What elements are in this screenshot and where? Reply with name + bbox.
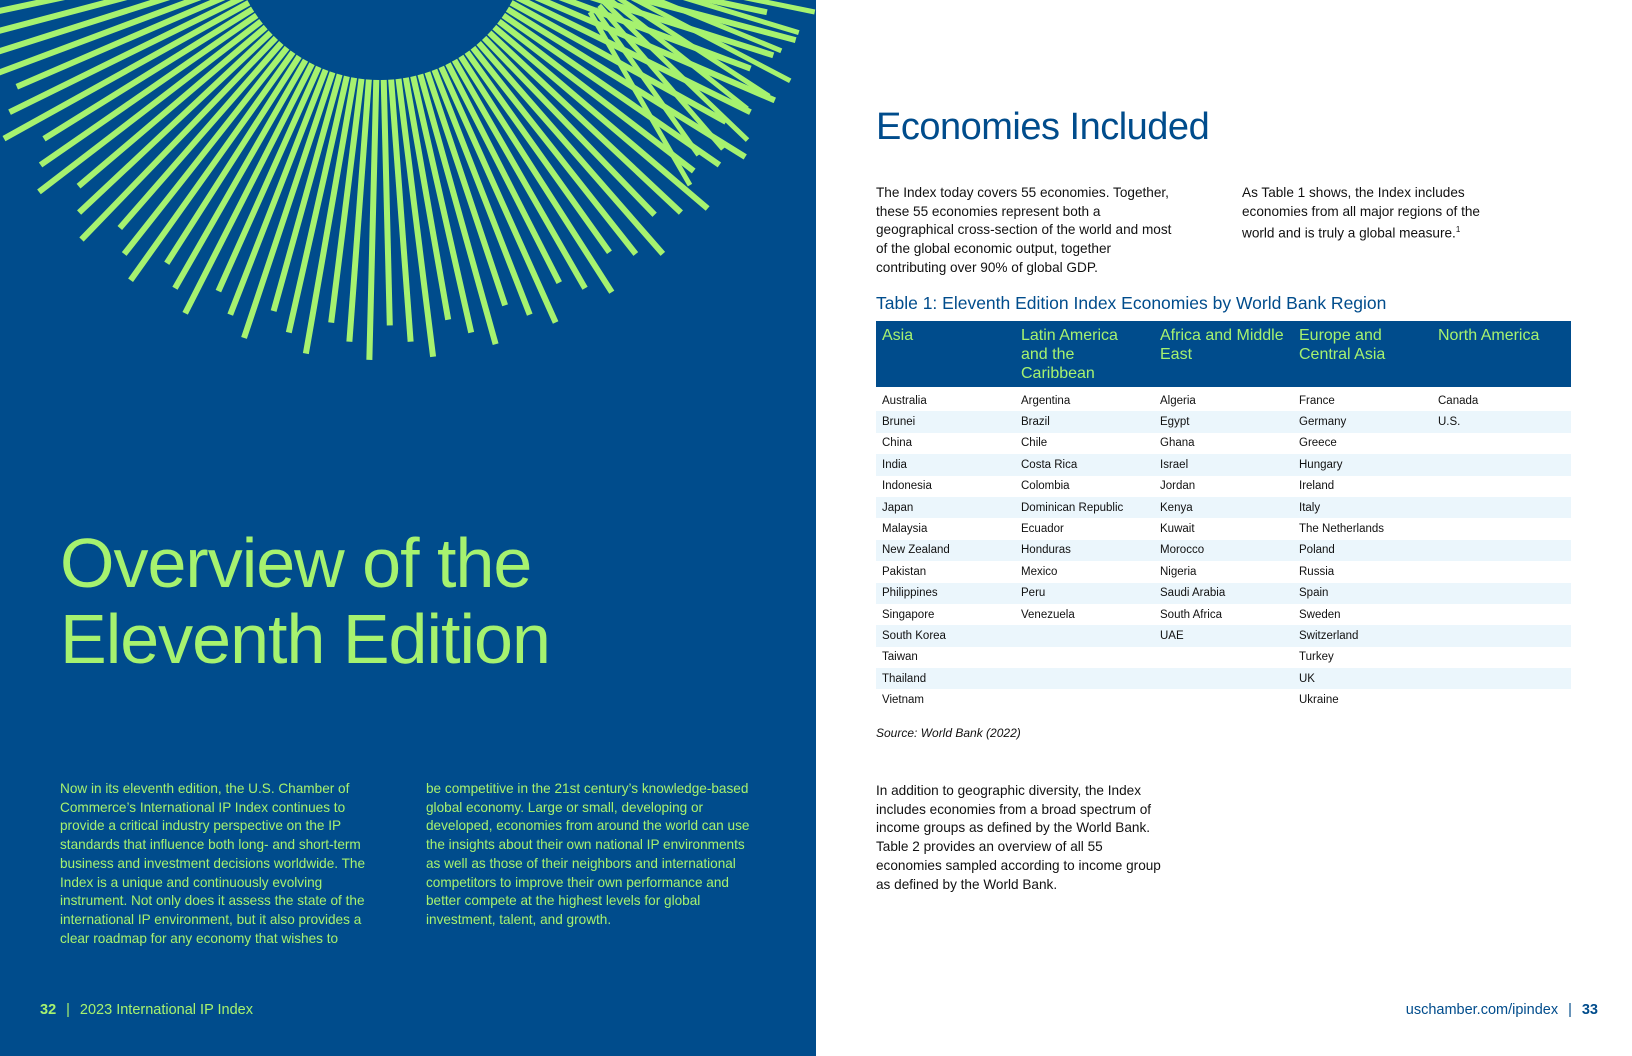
footer-url[interactable]: uschamber.com/ipindex (1405, 1002, 1559, 1018)
table-cell: Australia (882, 394, 927, 407)
table-cell (1432, 668, 1571, 689)
table-cell: Nigeria (1160, 565, 1197, 578)
ray-line (274, 74, 340, 311)
table-row (876, 518, 1571, 539)
column-header: Africa and Middle East (1154, 321, 1293, 387)
table-cell: Dominican Republic (1015, 497, 1154, 518)
table-cell: Colombia (1021, 480, 1070, 493)
table-cell: Canada (1438, 394, 1479, 407)
table-row (876, 561, 1571, 582)
ray-line (384, 80, 390, 326)
table-cell: Israel (1154, 454, 1293, 475)
table-cell: Indonesia (882, 480, 932, 493)
table-cell: Greece (1299, 437, 1337, 450)
table-cell: Honduras (1015, 540, 1154, 561)
table-cell (1154, 689, 1293, 710)
intro-text-1: The Index today covers 55 economies. Together, these 55 economies represent both a geographical cross-section of the world and most of the global economic output, together contributing over 90% of global GDP. (876, 185, 1172, 275)
table-cell (1432, 540, 1571, 561)
table-row (876, 411, 1571, 432)
table-cell (1432, 689, 1571, 710)
table-cell: Jordan (1160, 480, 1196, 493)
table-row (876, 625, 1571, 646)
table-cell (1432, 604, 1571, 625)
table-caption: Table 1: Eleventh Edition Index Economies by World Bank Region (876, 293, 1387, 313)
table-cell (1015, 647, 1154, 668)
table-cell: Malaysia (882, 523, 928, 536)
table-cell (1432, 433, 1571, 454)
table-cell: Philippines (876, 583, 1015, 604)
title-line-1: Overview of the (60, 524, 532, 602)
table-cell: Pakistan (882, 565, 927, 578)
table-source: Source: World Bank (2022) (876, 726, 1021, 740)
footer-separator: | (1568, 1002, 1572, 1018)
table-cell: Turkey (1299, 651, 1334, 664)
table-cell (1432, 561, 1571, 582)
table-cell: Germany (1293, 411, 1432, 432)
table-cell: China (882, 437, 913, 450)
body-column-2 (426, 780, 756, 930)
table-header-row (876, 321, 1571, 387)
table-body (876, 387, 1571, 711)
table-row (876, 476, 1571, 497)
table-cell: Ukraine (1299, 694, 1339, 707)
table-row (876, 583, 1571, 604)
table-cell: Brazil (1015, 411, 1154, 432)
economies-table (876, 321, 1571, 711)
table-cell (1432, 454, 1571, 475)
section-title (60, 525, 550, 677)
column-header: Latin America and the Caribbean (1015, 321, 1154, 387)
column-header: Asia (876, 321, 1015, 387)
sunburst-graphic (0, 0, 816, 360)
table-row (876, 387, 1571, 411)
table-cell: Argentina (1021, 394, 1071, 407)
table-cell (1432, 476, 1571, 497)
table-cell: Algeria (1160, 394, 1196, 407)
page-number: 33 (1581, 1002, 1598, 1018)
intro-text-2: As Table 1 shows, the Index includes economies from all major regions of the world and is truly a global measure. (1242, 185, 1480, 241)
table-cell: Venezuela (1021, 608, 1075, 621)
table-cell: Vietnam (882, 694, 924, 707)
table-cell: Taiwan (882, 651, 918, 664)
table-cell: New Zealand (876, 540, 1015, 561)
table-row (876, 689, 1571, 710)
table-cell: Thailand (876, 668, 1015, 689)
table-row (876, 647, 1571, 668)
table-cell: U.S. (1432, 411, 1571, 432)
page-title: Economies Included (876, 106, 1210, 148)
intro-column-2 (1242, 184, 1512, 244)
table-row (876, 497, 1571, 518)
page-number: 32 (40, 1002, 57, 1018)
table-cell: The Netherlands (1299, 523, 1385, 536)
table-cell: Costa Rica (1015, 454, 1154, 475)
title-line-2: Eleventh Edition (60, 600, 550, 678)
table-cell: Switzerland (1293, 625, 1432, 646)
table-cell: Russia (1299, 565, 1335, 578)
table-cell (1015, 689, 1154, 710)
table-cell: South Korea (876, 625, 1015, 646)
table-cell (1432, 497, 1571, 518)
closing-paragraph: In addition to geographic diversity, the Index includes economies from a broad spectrum of income groups as defined by the World Bank. Table 2 provides an overview of all 55 economies sampled according to income group as defined by the World Bank. (876, 783, 1161, 892)
table-row (876, 540, 1571, 561)
table-cell: France (1299, 394, 1335, 407)
table-cell: Peru (1015, 583, 1154, 604)
column-header: North America (1432, 321, 1571, 387)
table-cell: Ireland (1299, 480, 1335, 493)
table-cell: Poland (1293, 540, 1432, 561)
table-cell (1432, 518, 1571, 539)
table-cell: Egypt (1154, 411, 1293, 432)
table-cell: Saudi Arabia (1154, 583, 1293, 604)
ray-line (369, 80, 376, 360)
table-cell (1432, 583, 1571, 604)
table-cell: UK (1293, 668, 1432, 689)
column-header: Europe and Central Asia (1293, 321, 1432, 387)
table-cell: Kenya (1154, 497, 1293, 518)
table-cell: Singapore (882, 608, 935, 621)
footnote-marker: 1 (1455, 225, 1461, 235)
table-row (876, 668, 1571, 689)
table-cell: Kuwait (1160, 523, 1195, 536)
table-cell: Chile (1021, 437, 1048, 450)
body-column-1 (60, 780, 390, 948)
table-cell (1015, 668, 1154, 689)
page-footer-right (1406, 1002, 1598, 1018)
intro-column-1 (876, 184, 1176, 278)
page-footer-left (40, 1002, 253, 1018)
table-row (876, 433, 1571, 454)
body-text-2: be competitive in the 21st century’s knowledge-based global economy. Large or small, developing or developed, economies from around the world can use the insights about their own national IP environments as well as those of their neighbors and international competitors to improve their own performance and better compete at the highest levels for global investment, talent, and growth. (426, 781, 750, 927)
table-cell: South Africa (1160, 608, 1223, 621)
table-cell (1154, 668, 1293, 689)
table-cell: Ghana (1160, 437, 1195, 450)
publication-name: 2023 International IP Index (79, 1002, 253, 1018)
right-page (816, 0, 1632, 1056)
table-cell: Morocco (1154, 540, 1293, 561)
intro-paragraph-2 (1242, 184, 1512, 244)
table-cell: Spain (1293, 583, 1432, 604)
table-cell: Italy (1293, 497, 1432, 518)
table-cell (1015, 625, 1154, 646)
table-cell: Hungary (1293, 454, 1432, 475)
table-cell: Mexico (1021, 565, 1058, 578)
table-cell: Sweden (1299, 608, 1341, 621)
table-cell: UAE (1154, 625, 1293, 646)
table-cell: Ecuador (1021, 523, 1064, 536)
body-text-1: Now in its eleventh edition, the U.S. Chamber of Commerce’s International IP Index continues to provide a critical industry perspective on the IP standards that influence both long- and short-term business and investment decisions worldwide. The Index is a unique and continuously evolving instrument. Not only does it assess the state of the international IP environment, but it also provides a clear roadmap for any economy that wishes to (60, 781, 366, 946)
table-cell (1432, 647, 1571, 668)
table-cell: India (876, 454, 1015, 475)
table-row (876, 604, 1571, 625)
table-cell: Japan (876, 497, 1015, 518)
table-cell: Brunei (876, 411, 1015, 432)
table-row (876, 454, 1571, 475)
table-cell (1154, 647, 1293, 668)
footer-separator: | (66, 1002, 70, 1018)
table-cell (1432, 625, 1571, 646)
